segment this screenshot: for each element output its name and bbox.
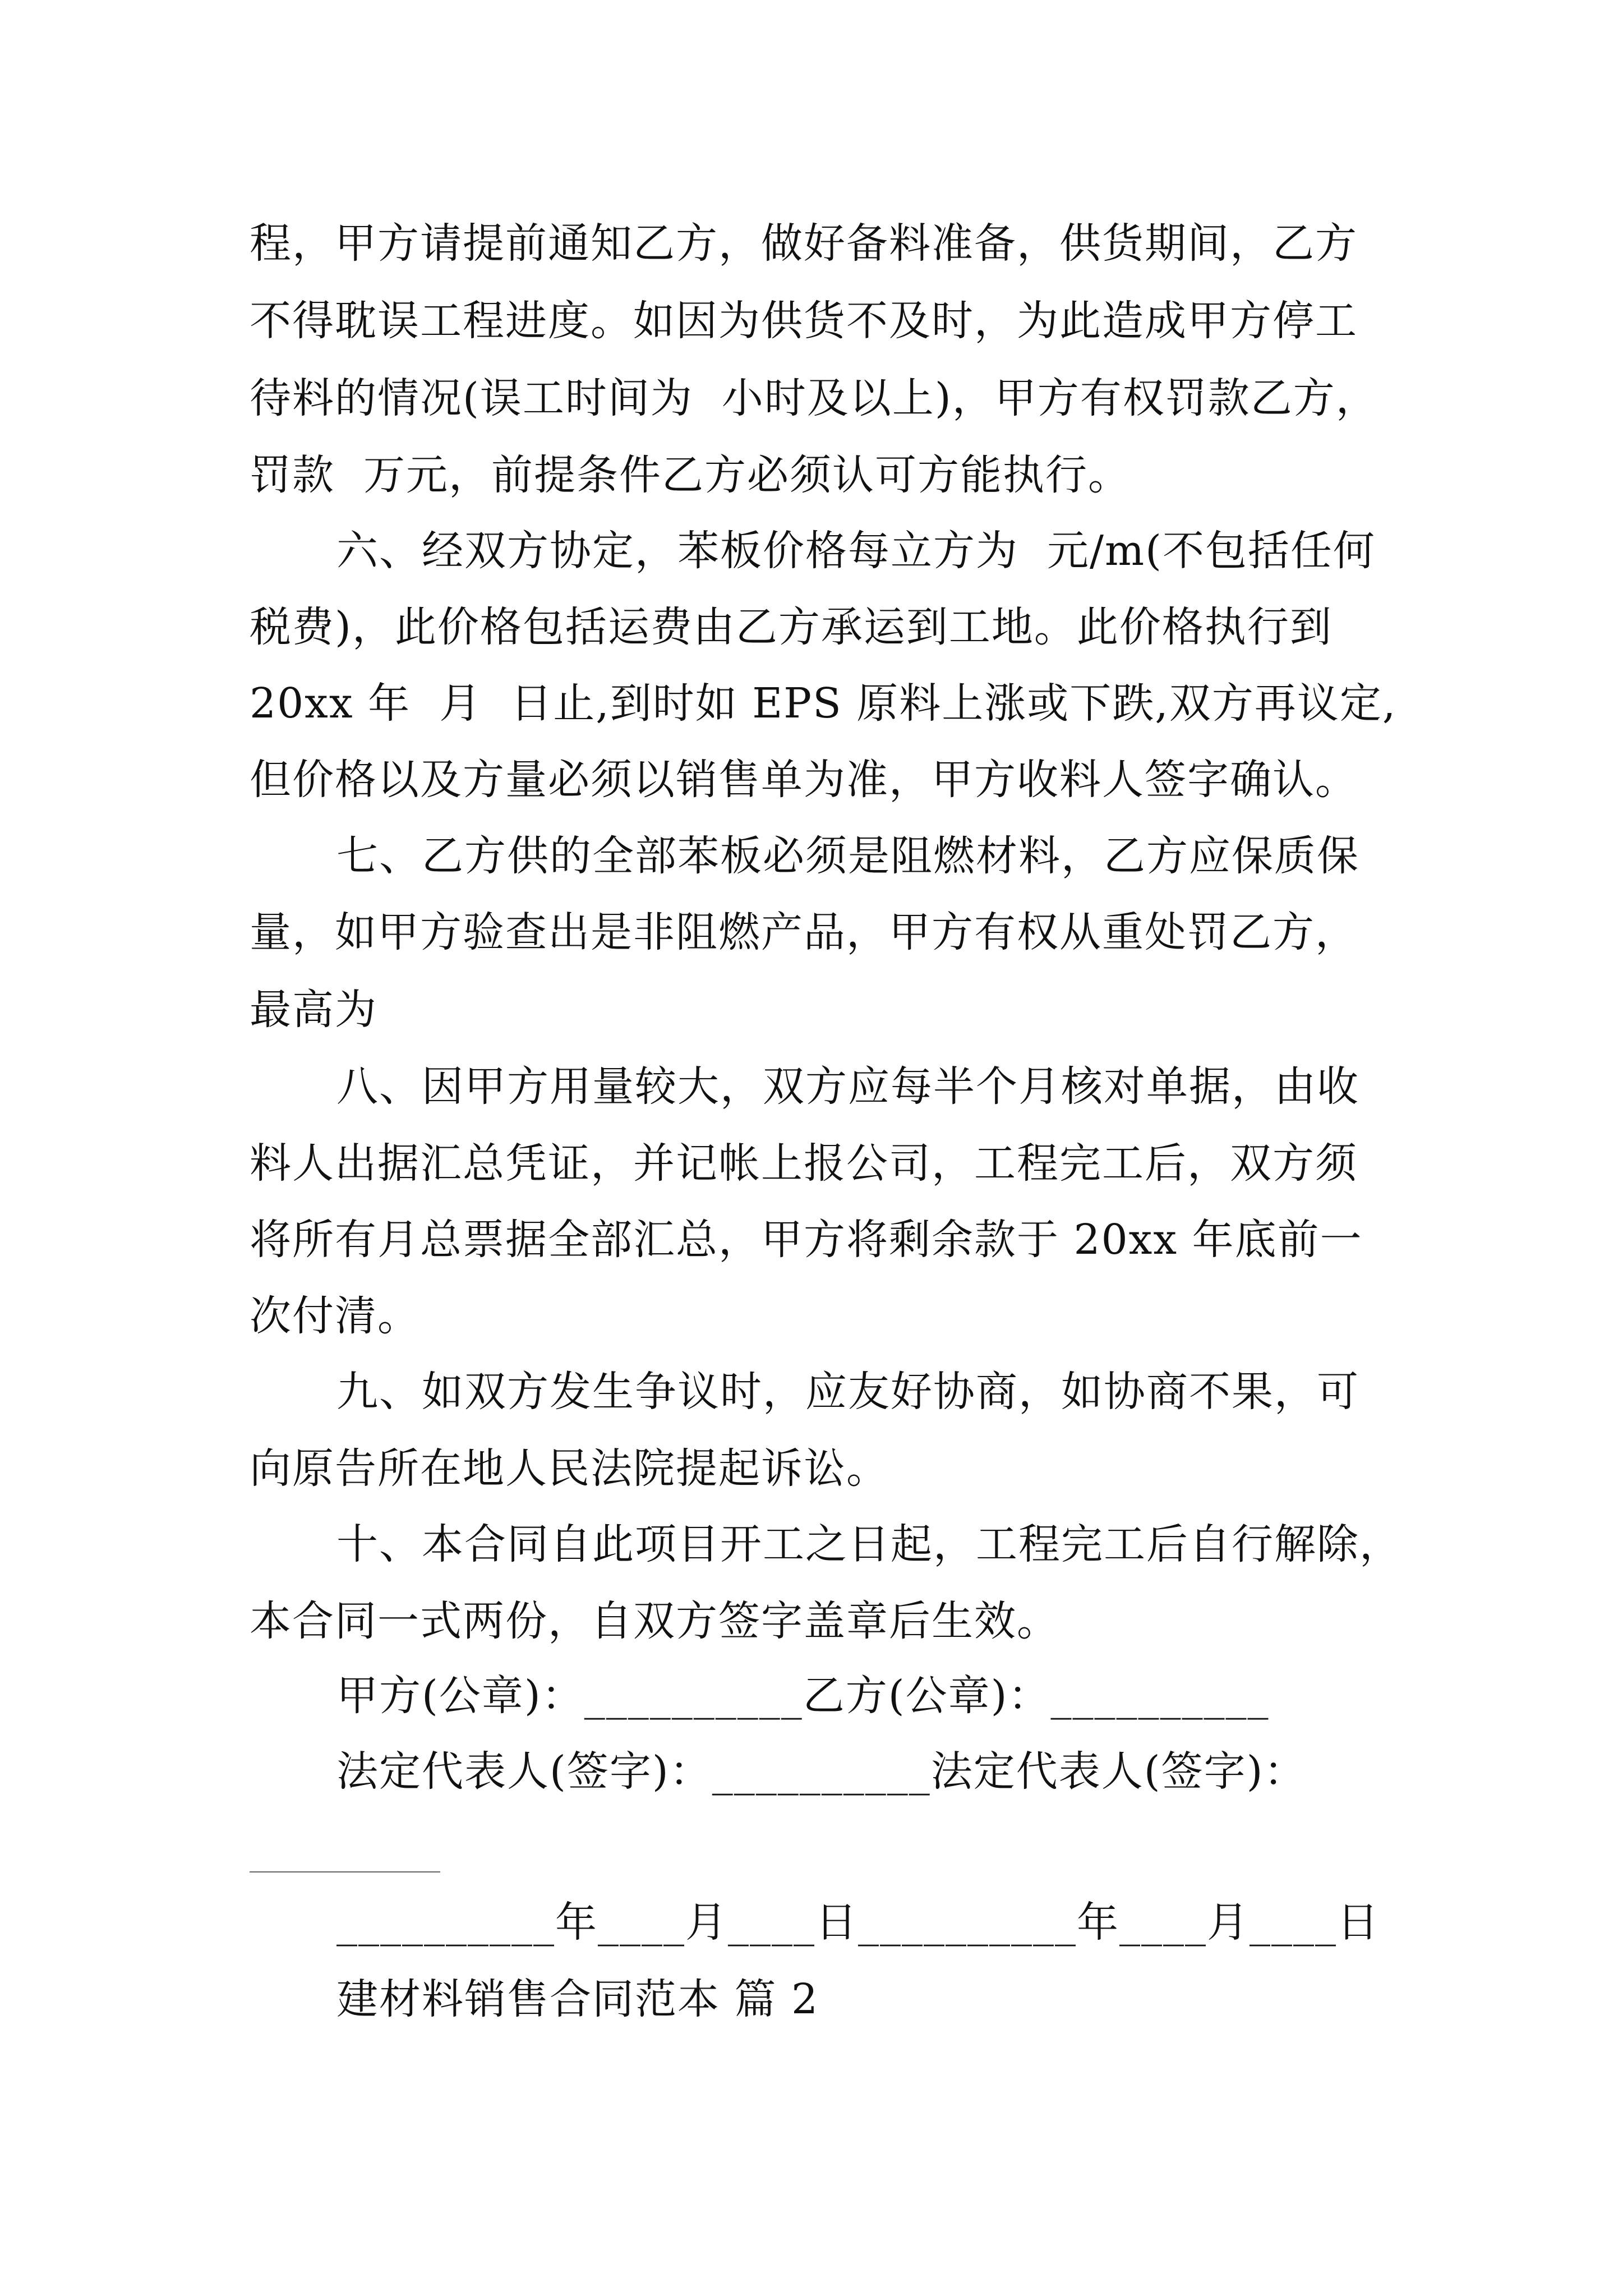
paragraph-7-line-1: 七、乙方供的全部苯板必须是阻燃材料，乙方应保质保 bbox=[336, 832, 1359, 880]
next-section-title: 建材料销售合同范本 篇 2 bbox=[336, 1975, 819, 2023]
signature-dates-line: __________年____月____日__________年____月____日 bbox=[336, 1898, 1380, 1947]
paragraph-6-line-1: 六、经双方协定，苯板价格每立方为 元/m(不包括任何 bbox=[336, 527, 1376, 575]
paragraph-8-line-2: 料人出据汇总凭证，并记帐上报公司，工程完工后，双方须 bbox=[250, 1139, 1358, 1188]
paragraph-5-line-4: 罚款 万元，前提条件乙方必须认可方能执行。 bbox=[250, 451, 1131, 499]
paragraph-7-line-2: 量，如甲方验查出是非阻燃产品，甲方有权从重处罚乙方， bbox=[250, 908, 1358, 956]
paragraph-9-line-2: 向原告所在地人民法院提起诉讼。 bbox=[250, 1444, 889, 1493]
paragraph-9-line-1: 九、如双方发生争议时，应友好协商，如协商不果，可 bbox=[336, 1368, 1359, 1416]
paragraph-6-line-3: 20xx 年 月 日止,到时如 EPS 原料上涨或下跌,双方再议定, bbox=[250, 679, 1397, 728]
paragraph-5-line-3: 待料的情况(误工时间为 小时及以上)，甲方有权罚款乙方， bbox=[250, 374, 1378, 422]
signature-seals-line: 甲方(公章)：__________乙方(公章)：__________ bbox=[336, 1672, 1270, 1720]
paragraph-10-line-2: 本合同一式两份，自双方签字盖章后生效。 bbox=[250, 1597, 1059, 1645]
paragraph-6-line-4: 但价格以及方量必须以销售单为准，甲方收料人签字确认。 bbox=[250, 756, 1358, 804]
signature-blank-rule bbox=[250, 1871, 440, 1872]
paragraph-5-line-1: 程，甲方请提前通知乙方，做好备料准备，供货期间，乙方 bbox=[250, 219, 1358, 268]
paragraph-8-line-4: 次付清。 bbox=[250, 1292, 420, 1340]
paragraph-7-line-3: 最高为 bbox=[250, 986, 377, 1034]
paragraph-10-line-1: 十、本合同自此项目开工之日起，工程完工后自行解除， bbox=[336, 1520, 1402, 1568]
signature-representatives-line: 法定代表人(签字)：__________法定代表人(签字)： bbox=[336, 1747, 1307, 1796]
paragraph-8-line-3: 将所有月总票据全部汇总，甲方将剩余款于 20xx 年底前一 bbox=[250, 1216, 1363, 1264]
paragraph-6-line-2: 税费)，此价格包括运费由乙方承运到工地。此价格执行到 bbox=[250, 603, 1332, 651]
paragraph-8-line-1: 八、因甲方用量较大，双方应每半个月核对单据，由收 bbox=[336, 1062, 1359, 1111]
paragraph-5-line-2: 不得耽误工程进度。如因为供货不及时，为此造成甲方停工 bbox=[250, 297, 1358, 345]
